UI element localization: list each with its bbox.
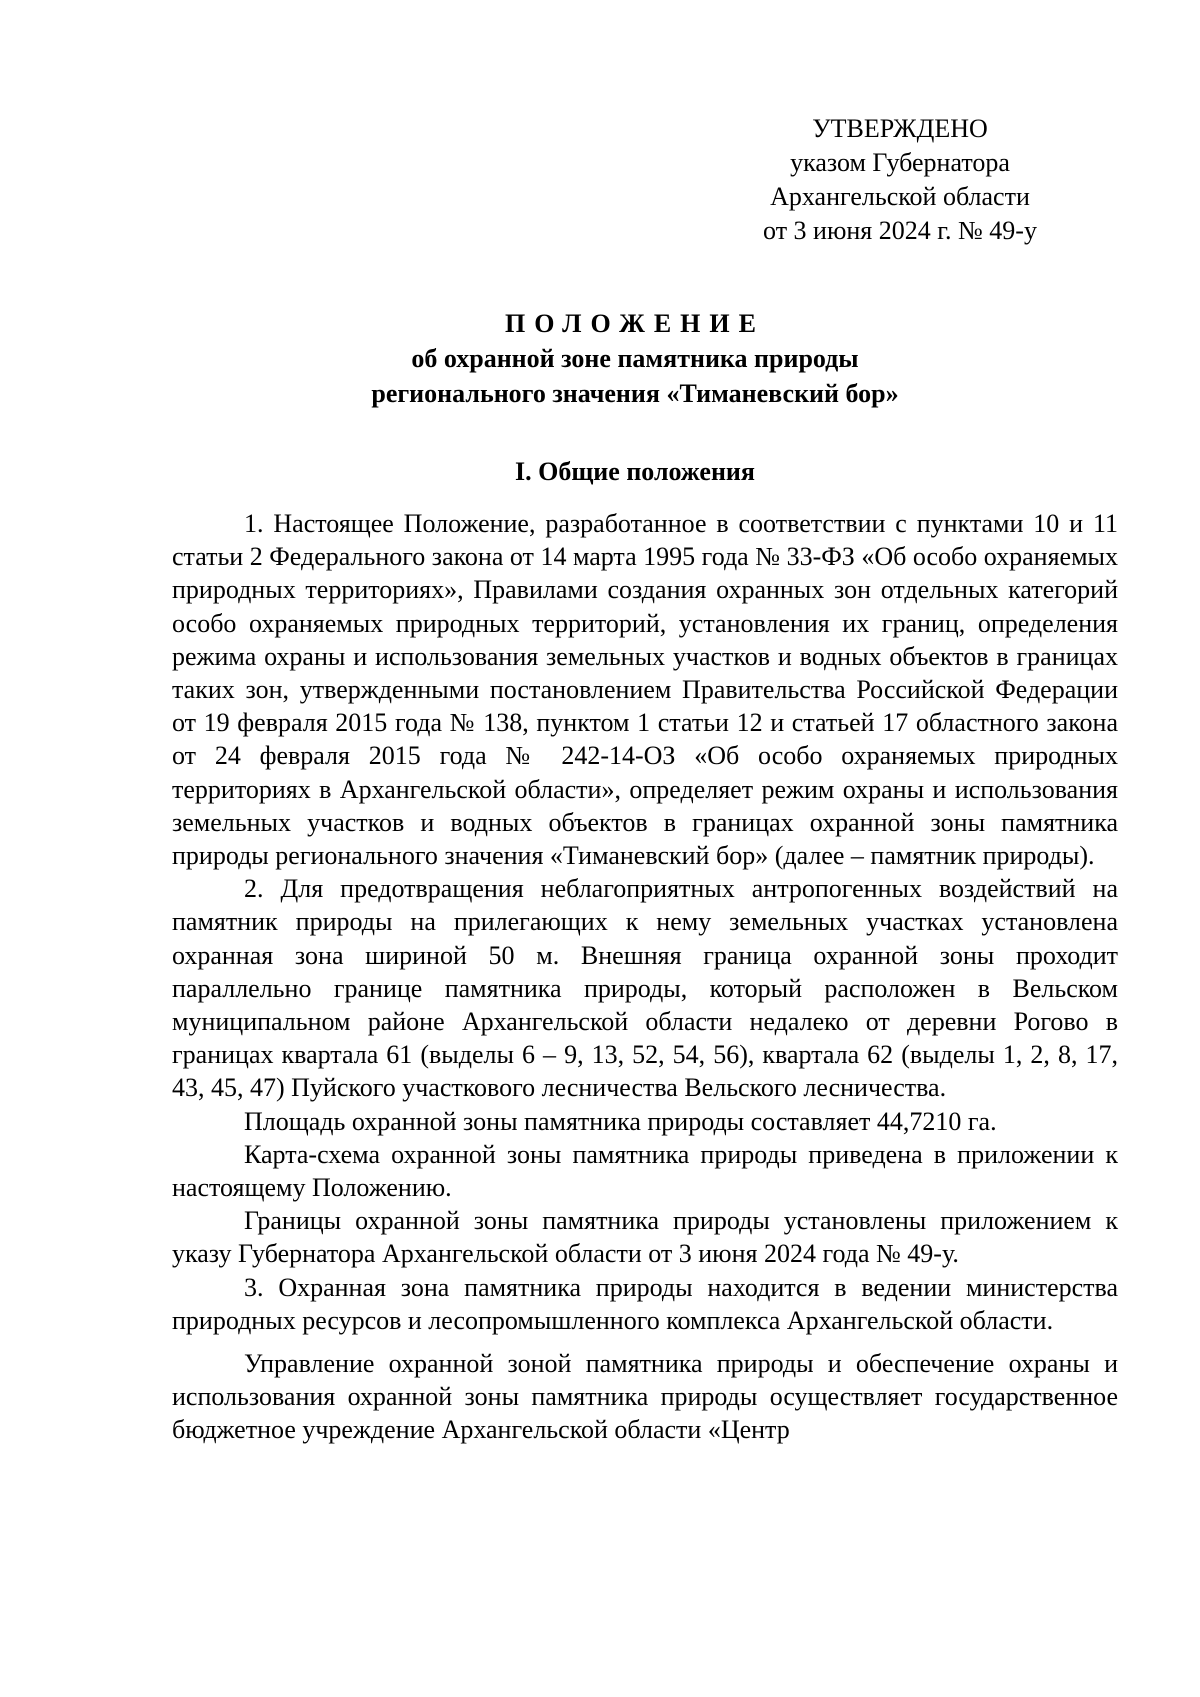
paragraph-area: Площадь охранной зоны памятника природы составляет 44,7210 га. (244, 1106, 997, 1136)
paragraph-map: Карта-схема охранной зоны памятника природы приведена в приложении к настоящему Положению. (172, 1139, 1118, 1203)
approval-date: от 3 июня 2024 г. № 49-у (763, 216, 1037, 245)
paragraph-1: 1. Настоящее Положение, разработанное в соответствии с пунктами 10 и 11 статьи 2 Федерального закона от 14 марта 1995 года № 33-ФЗ «Об особо охраняемых природных территориях», Правилами создания охранных зон отдельных категорий особо охраняемых природных территорий, установления их границ, определения режима охраны и использования земельных участков и водных объектов в границах таких зон, утвержденными постановлением Правительства Российской Федерации от 19 февраля 2015 года № 138, пунктом 1 статьи 12 и статьей 17 областного закона от 24 февраля 2015 года № 242-14-ОЗ «Об особо охраняемых природных территориях в Архангельской области», определяет режим охраны и использования земельных участков и водных объектов в границах охранной зоны памятника природы регионального значения «Тиманевский бор» (далее – памятник природы). (172, 509, 1118, 871)
title-subtitle-line2: регионального значения «Тиманевский бор» (371, 379, 899, 408)
paragraph-boundaries: Границы охранной зоны памятника природы установлены приложением к указу Губернатора Архангельской области от 3 июня 2024 года № 49-у. (172, 1206, 1118, 1269)
title-main: ПОЛОЖЕНИЕ (505, 309, 765, 338)
document-body (172, 507, 1118, 1447)
approval-region: Архангельской области (770, 182, 1030, 211)
approval-label: УТВЕРЖДЕНО (812, 114, 988, 143)
document-title (160, 306, 1110, 411)
section-heading: I. Общие положения (515, 457, 755, 486)
approval-authority: указом Губернатора (790, 148, 1010, 177)
paragraph-2: 2. Для предотвращения неблагоприятных антропогенных воздействий на памятник природы на прилегающих к нему земельных участках установлена охранная зона шириной 50 м. Внешняя граница охранной зоны проходит параллельно границе памятника природы, который расположен в Вельском муниципальном районе Архангельской области недалеко от деревни Рогово в границах квартала 61 (выделы 6 – 9, 13, 52, 54, 56), квартала 62 (выделы 1, 2, 8, 17, 43, 45, 47) Пуйского участкового лесничества Вельского лесничества. (172, 874, 1118, 1103)
paragraph-3: 3. Охранная зона памятника природы находится в ведении министерства природных ресурсов и лесопромышленного комплекса Архангельской области. (172, 1272, 1118, 1335)
approval-stamp (730, 112, 1070, 248)
title-subtitle-line1: об охранной зоне памятника природы (411, 344, 859, 373)
paragraph-management: Управление охранной зоной памятника природы и обеспечение охраны и использования охранной зоны памятника природы осуществляет государственное бюджетное учреждение Архангельской области «Центр (172, 1349, 1118, 1445)
